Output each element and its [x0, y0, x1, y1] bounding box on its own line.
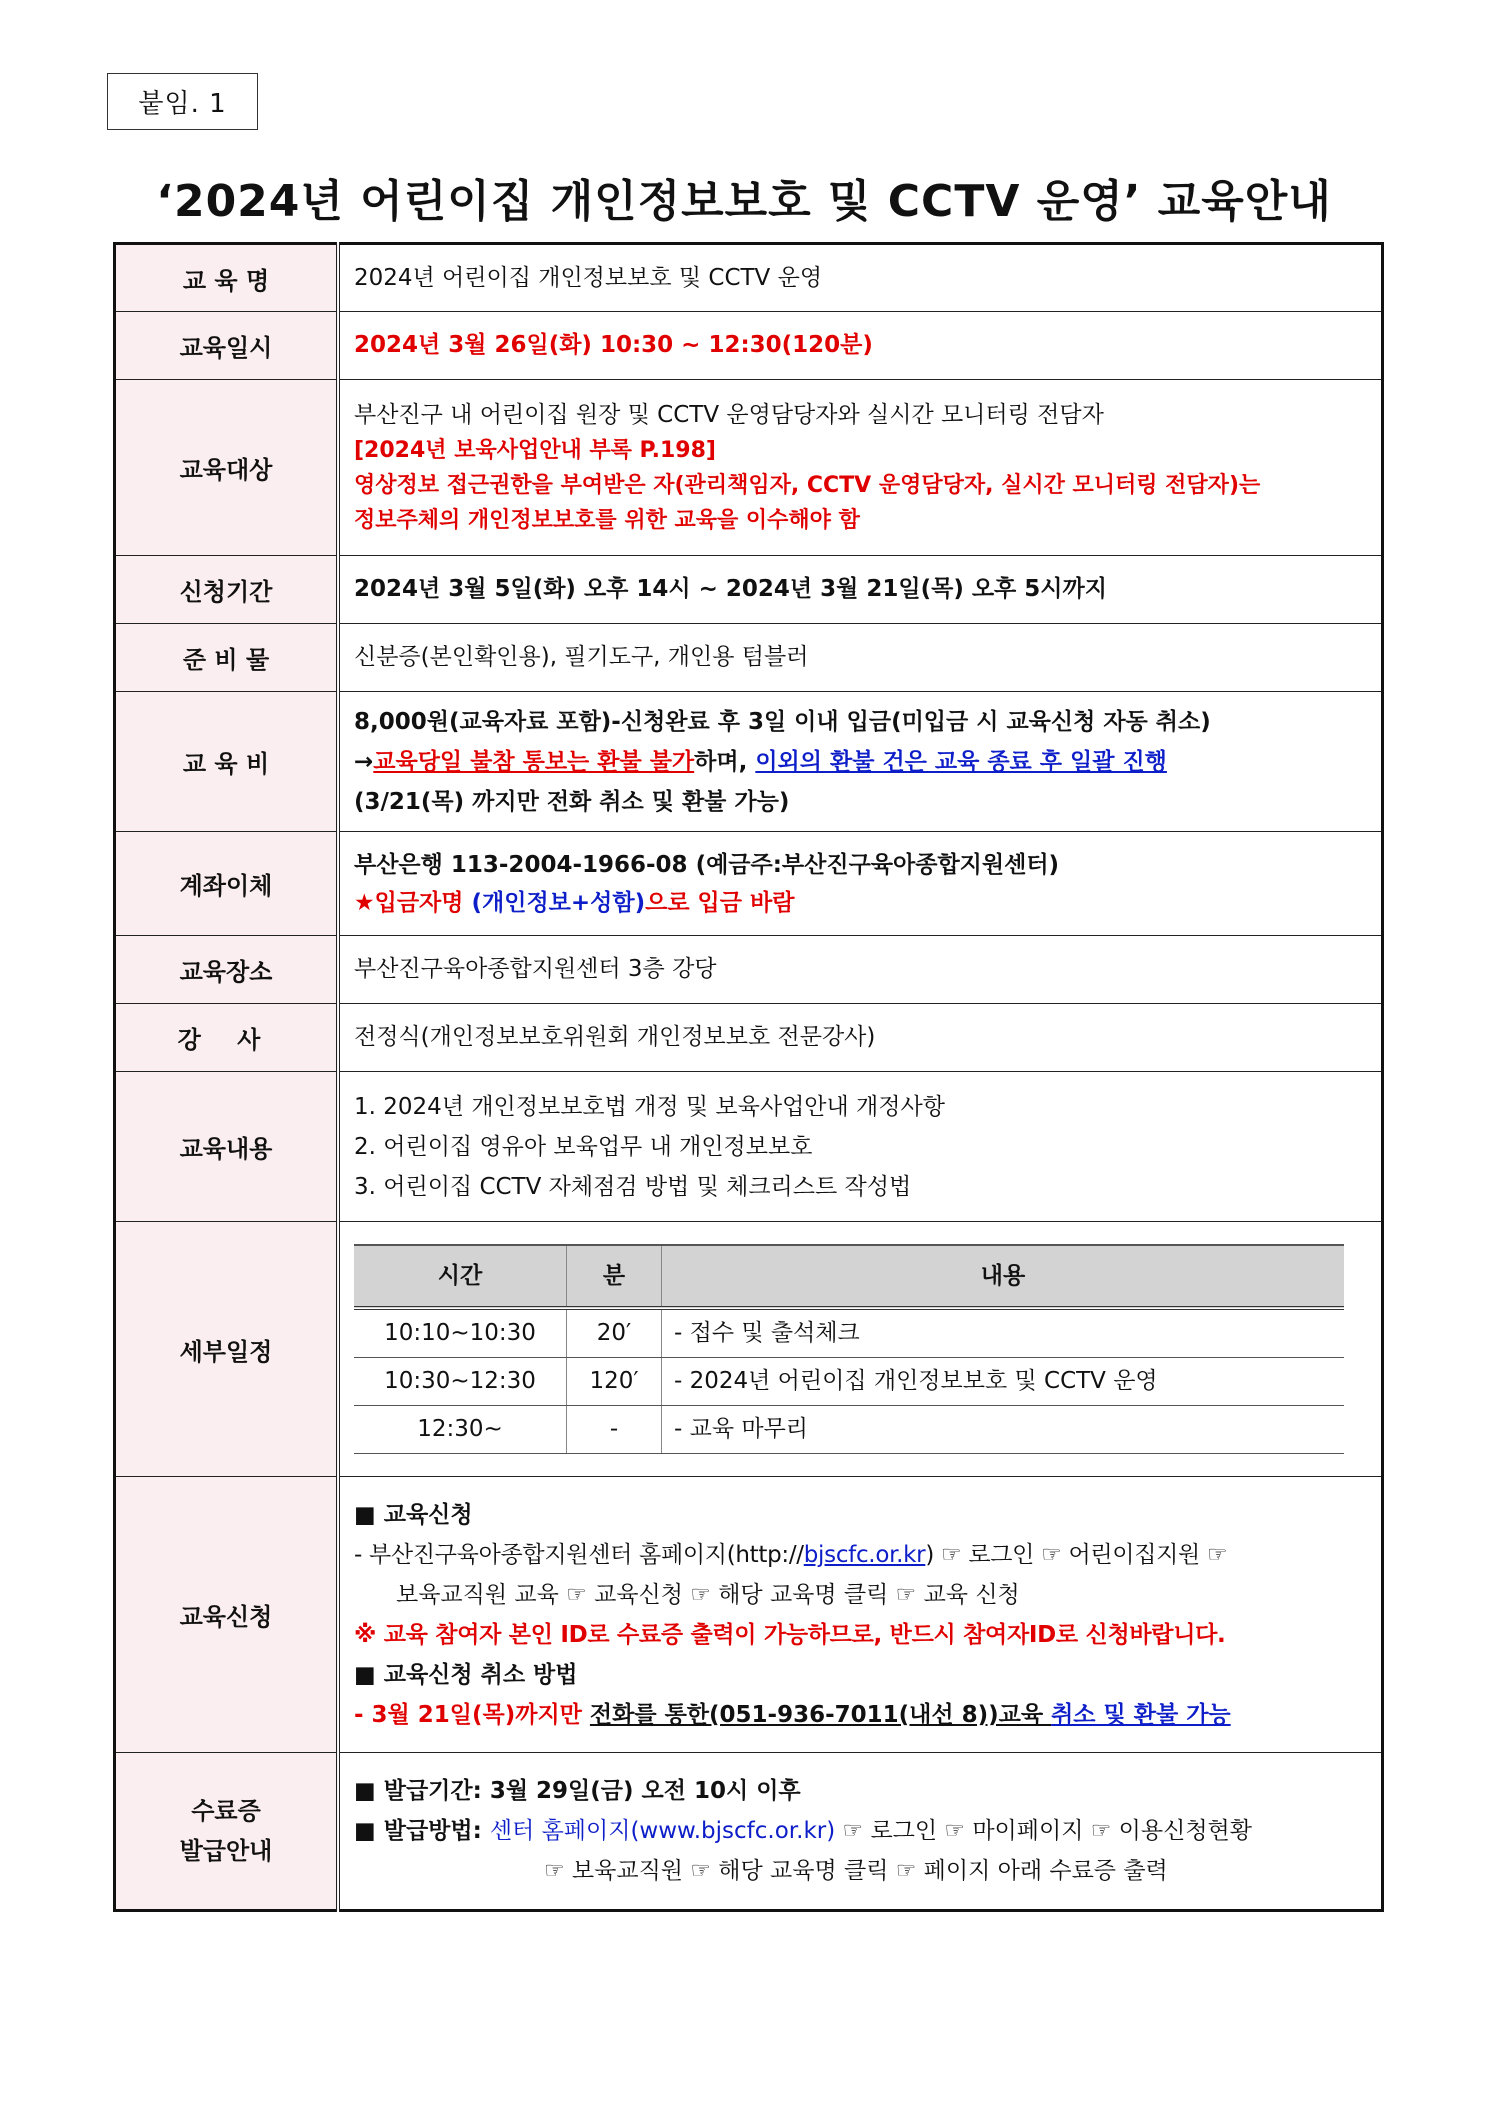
cert-method: [354, 1811, 1367, 1851]
account-note: [354, 884, 1367, 922]
schedule-minutes: -: [567, 1406, 662, 1454]
apply-steps-line-2: 보육교직원 교육 ☞ 교육신청 ☞ 해당 교육명 클릭 ☞ 교육 신청: [396, 1581, 1020, 1608]
row-lecturer: [115, 1004, 1383, 1072]
cancel-deadline: - 3월 21일(목)까지만: [354, 1701, 590, 1728]
apply-notice: ※ 교육 참여자 본인 ID로 수료증 출력이 가능하므로, 반드시 참여자ID로 신청바랍니다.: [354, 1621, 1226, 1648]
row-apply: [115, 1477, 1383, 1753]
apply-heading: ■ 교육신청: [354, 1501, 473, 1528]
label-place: 교육장소: [115, 936, 339, 1004]
row-account: [115, 832, 1383, 936]
schedule-content: - 교육 마무리: [662, 1406, 1345, 1454]
row-datetime: [115, 312, 1383, 380]
schedule-time: 12:30~: [354, 1406, 567, 1454]
attachment-label: 붙임. 1: [107, 73, 258, 130]
fee-no-refund: 교육당일 불참 통보는 환불 불가: [373, 748, 695, 775]
content-item: 2. 어린이집 영유아 보육업무 내 개인정보보호: [354, 1133, 813, 1160]
schedule-header-minutes: 분: [567, 1245, 662, 1308]
cancel-phone: 전화를 통한(051-936-7011(내선 8))교육: [589, 1701, 1052, 1728]
value-name: 2024년 어린이집 개인정보보호 및 CCTV 운영: [338, 244, 1383, 312]
label-cert-line-1: 수료증: [191, 1797, 261, 1825]
value-schedule: [338, 1222, 1383, 1477]
cert-method-label: ■ 발급방법:: [354, 1818, 490, 1844]
fee-mid: 하며,: [694, 748, 756, 775]
value-datetime: 2024년 3월 26일(화) 10:30 ~ 12:30(120분): [338, 312, 1383, 380]
cert-method-steps-2: ☞ 보육교직원 ☞ 해당 교육명 클릭 ☞ 페이지 아래 수료증 출력: [544, 1858, 1168, 1884]
label-fee: 교 육 비: [115, 692, 339, 832]
schedule-time: 10:30~12:30: [354, 1358, 567, 1406]
fee-line-1: 8,000원(교육자료 포함)-신청완료 후 3일 이내 입금(미입금 시 교육신청 자동 취소): [354, 708, 1211, 735]
schedule-header-content: 내용: [662, 1245, 1345, 1308]
row-target: [115, 380, 1383, 556]
content-item: 3. 어린이집 CCTV 자체점검 방법 및 체크리스트 작성법: [354, 1173, 912, 1200]
account-note-format: (개인정보+성함): [471, 889, 646, 916]
schedule-content: - 접수 및 출석체크: [662, 1308, 1345, 1358]
row-content: [115, 1072, 1383, 1222]
value-lecturer: 전정식(개인정보보호위원회 개인정보보호 전문강사): [338, 1004, 1383, 1072]
info-table: [113, 242, 1384, 1912]
value-apply: [338, 1477, 1383, 1753]
label-cert-line-2: 발급안내: [179, 1837, 273, 1865]
value-cert: [338, 1753, 1383, 1911]
label-lecturer: 강 사: [115, 1004, 339, 1072]
row-cert: [115, 1753, 1383, 1911]
cancel-heading: ■ 교육신청 취소 방법: [354, 1661, 578, 1688]
label-content: 교육내용: [115, 1072, 339, 1222]
page-title: ‘2024년 어린이집 개인정보보호 및 CCTV 운영’ 교육안내: [156, 176, 1332, 227]
row-name: [115, 244, 1383, 312]
homepage-link[interactable]: bjscfc.or.kr: [803, 1541, 926, 1568]
content-item: 1. 2024년 개인정보보호법 개정 및 보육사업안내 개정사항: [354, 1093, 945, 1120]
target-reference: [2024년 보육사업안내 부록 P.198]: [354, 437, 716, 463]
value-prep: 신분증(본인확인용), 필기도구, 개인용 텀블러: [338, 624, 1383, 692]
table-row: [354, 1358, 1344, 1406]
row-period: [115, 556, 1383, 624]
row-schedule: [115, 1222, 1383, 1477]
account-number: 부산은행 113-2004-1966-08 (예금주:부산진구육아종합지원센터): [354, 851, 1060, 878]
label-account: 계좌이체: [115, 832, 339, 936]
schedule-minutes: 20′: [567, 1308, 662, 1358]
apply-steps-end: ) ☞ 로그인 ☞ 어린이집지원 ☞: [925, 1541, 1228, 1568]
label-apply: 교육신청: [115, 1477, 339, 1753]
arrow-icon: →: [354, 748, 374, 775]
schedule-table: [354, 1244, 1344, 1454]
cancel-info: [354, 1695, 1367, 1735]
schedule-header-time: 시간: [354, 1245, 567, 1308]
fee-refund-note: 이외의 환불 건은 교육 종료 후 일괄 진행: [755, 748, 1167, 775]
row-place: [115, 936, 1383, 1004]
label-period: 신청기간: [115, 556, 339, 624]
target-line-3: 영상정보 접근권한을 부여받은 자(관리책임자, CCTV 운영담당자, 실시간 모니터링 전담자)는: [354, 472, 1261, 498]
row-prep: [115, 624, 1383, 692]
cancel-refund: 취소 및 환불 가능: [1051, 1701, 1231, 1728]
label-name: 교 육 명: [115, 244, 339, 312]
account-note-tail: 으로 입금 바람: [645, 889, 795, 916]
apply-steps-start: - 부산진구육아종합지원센터 홈페이지(http://: [354, 1541, 804, 1568]
label-target: 교육대상: [115, 380, 339, 556]
label-schedule: 세부일정: [115, 1222, 339, 1477]
table-row: [354, 1406, 1344, 1454]
fee-line-2: [354, 742, 1367, 782]
cert-method-steps: ☞ 로그인 ☞ 마이페이지 ☞ 이용신청현황: [835, 1818, 1252, 1844]
target-line-4: 정보주체의 개인정보보호를 위한 교육을 이수해야 함: [354, 507, 860, 533]
label-cert: [115, 1753, 339, 1911]
row-fee: [115, 692, 1383, 832]
table-row: [354, 1308, 1344, 1358]
value-content: [338, 1072, 1383, 1222]
value-fee: [338, 692, 1383, 832]
schedule-content: - 2024년 어린이집 개인정보보호 및 CCTV 운영: [662, 1358, 1345, 1406]
target-line-1: 부산진구 내 어린이집 원장 및 CCTV 운영담당자와 실시간 모니터링 전담자: [354, 401, 1104, 428]
value-target: [338, 380, 1383, 556]
schedule-time: 10:10~10:30: [354, 1308, 567, 1358]
star-icon: ★입금자명: [354, 889, 472, 916]
label-prep: 준 비 물: [115, 624, 339, 692]
apply-steps-line-1: [354, 1535, 1367, 1575]
cert-period: ■ 발급기간: 3월 29일(금) 오전 10시 이후: [354, 1778, 801, 1804]
schedule-minutes: 120′: [567, 1358, 662, 1406]
value-place: 부산진구육아종합지원센터 3층 강당: [338, 936, 1383, 1004]
label-datetime: 교육일시: [115, 312, 339, 380]
fee-line-3: (3/21(목) 까지만 전화 취소 및 환불 가능): [354, 788, 790, 815]
value-period: 2024년 3월 5일(화) 오후 14시 ~ 2024년 3월 21일(목) 오후 5시까지: [338, 556, 1383, 624]
value-account: [338, 832, 1383, 936]
cert-homepage: 센터 홈페이지(www.bjscfc.or.kr): [489, 1818, 836, 1844]
